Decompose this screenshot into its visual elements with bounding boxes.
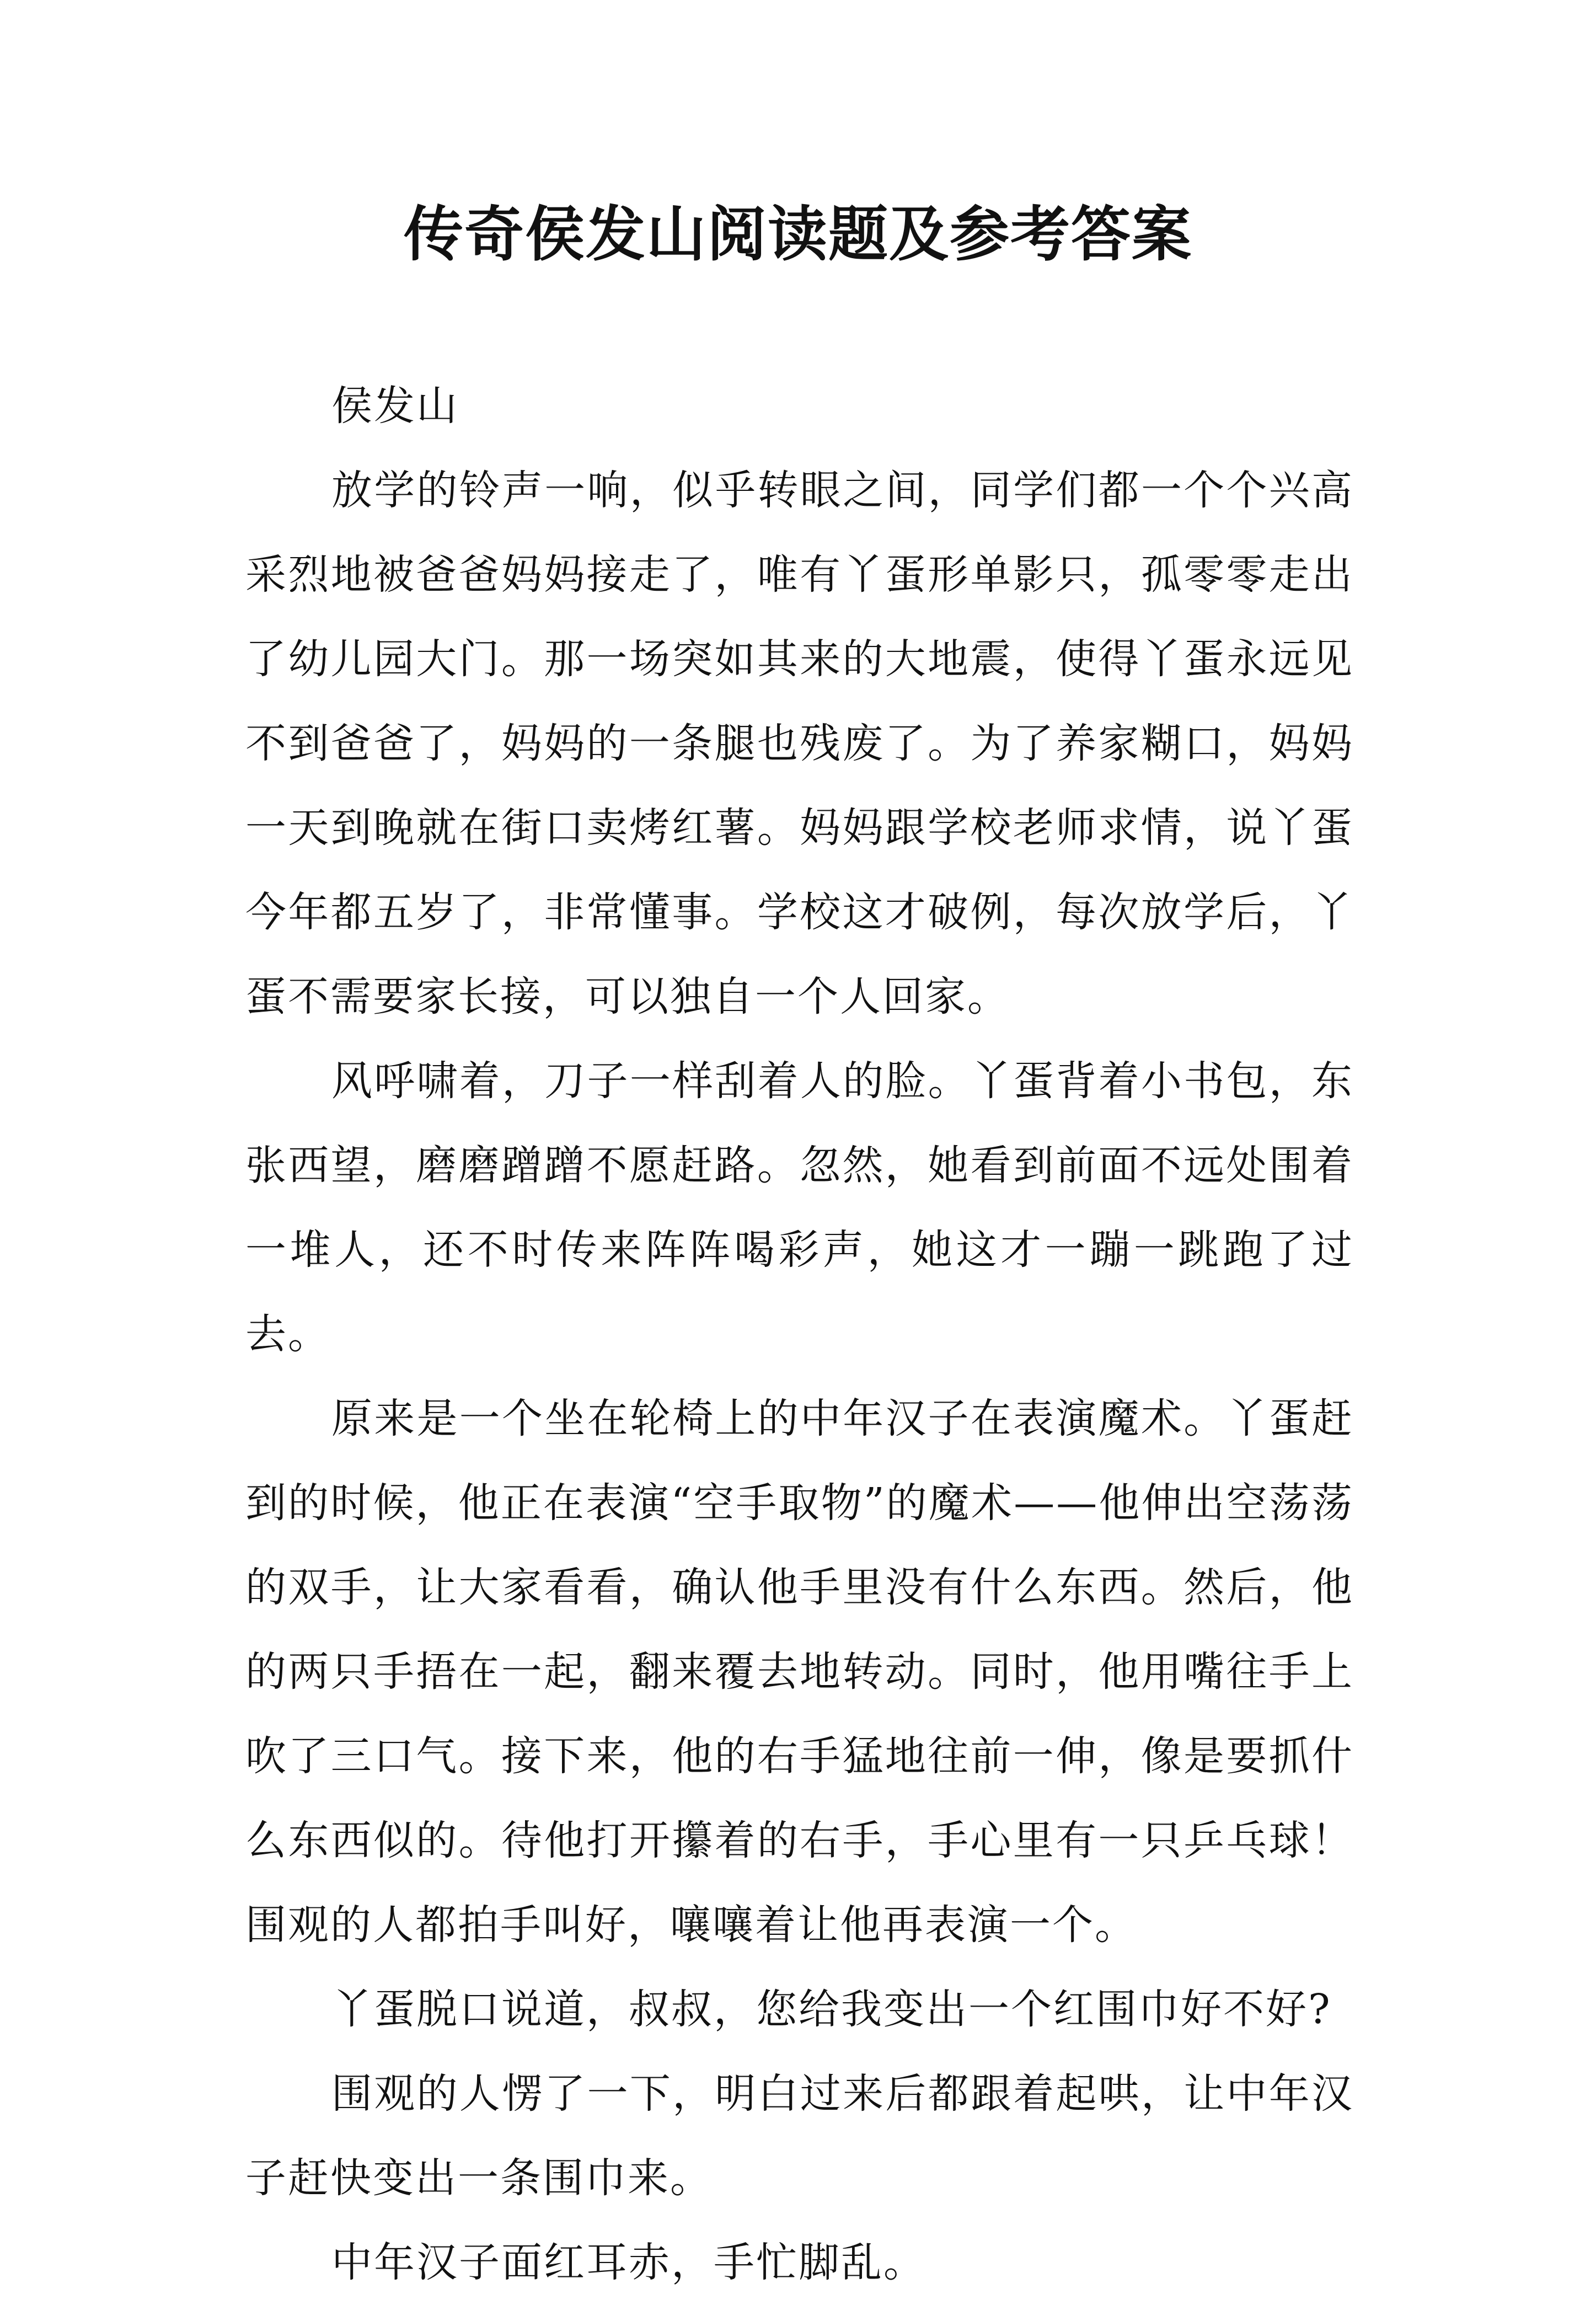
paragraph: 中年汉子面红耳赤，手忙脚乱。 [331, 2239, 926, 2286]
paragraph: 原来是一个坐在轮椅上的中年汉子在表演魔术。丫蛋赶到的时候，他正在表演“空手取物”的魔术——他伸出空荡荡的双手，让大家看看，确认他手里没有什么东西。然后，他的两只手捂在一起，翻来覆去地转动。同时，他用嘴往手上吹了三口气。接下来，他的右手猛地往前一伸，像是要抓什么东西似的。待他打开攥着的右手，手心里有一只乒乓球！围观的人都拍手叫好，嚷嚷着让他再表演一个。 [245, 1395, 1354, 1949]
paragraph: 放学的铃声一响，似乎转眼之间，同学们都一个个兴高采烈地被爸爸妈妈接走了，唯有丫蛋形单影只，孤零零走出了幼儿园大门。那一场突如其来的大地震，使得丫蛋永远见不到爸爸了，妈妈的一条腿也残废了。为了养家糊口，妈妈一天到晚就在街口卖烤红薯。妈妈跟学校老师求情，说丫蛋今年都五岁了，非常懂事。学校这才破例，每次放学后，丫蛋不需要家长接，可以独自一个人回家。 [245, 467, 1354, 1020]
paragraph: 围观的人愣了一下，明白过来后都跟着起哄，让中年汉子赶快变出一条围巾来。 [245, 2070, 1354, 2202]
article-body [245, 364, 1354, 2305]
paragraph: 风呼啸着，刀子一样刮着人的脸。丫蛋背着小书包，东张西望，磨磨蹭蹭不愿赶路。忽然，她看到前面不远处围着一堆人，还不时传来阵阵喝彩声，她这才一蹦一跳跑了过去。 [245, 1057, 1354, 1358]
author-line: 侯发山 [331, 382, 459, 430]
document-title: 传奇侯发山阅读题及参考答案 [403, 200, 1192, 269]
paragraph: 丫蛋脱口说道，叔叔，您给我变出一个红围巾好不好? [331, 1986, 1332, 2033]
